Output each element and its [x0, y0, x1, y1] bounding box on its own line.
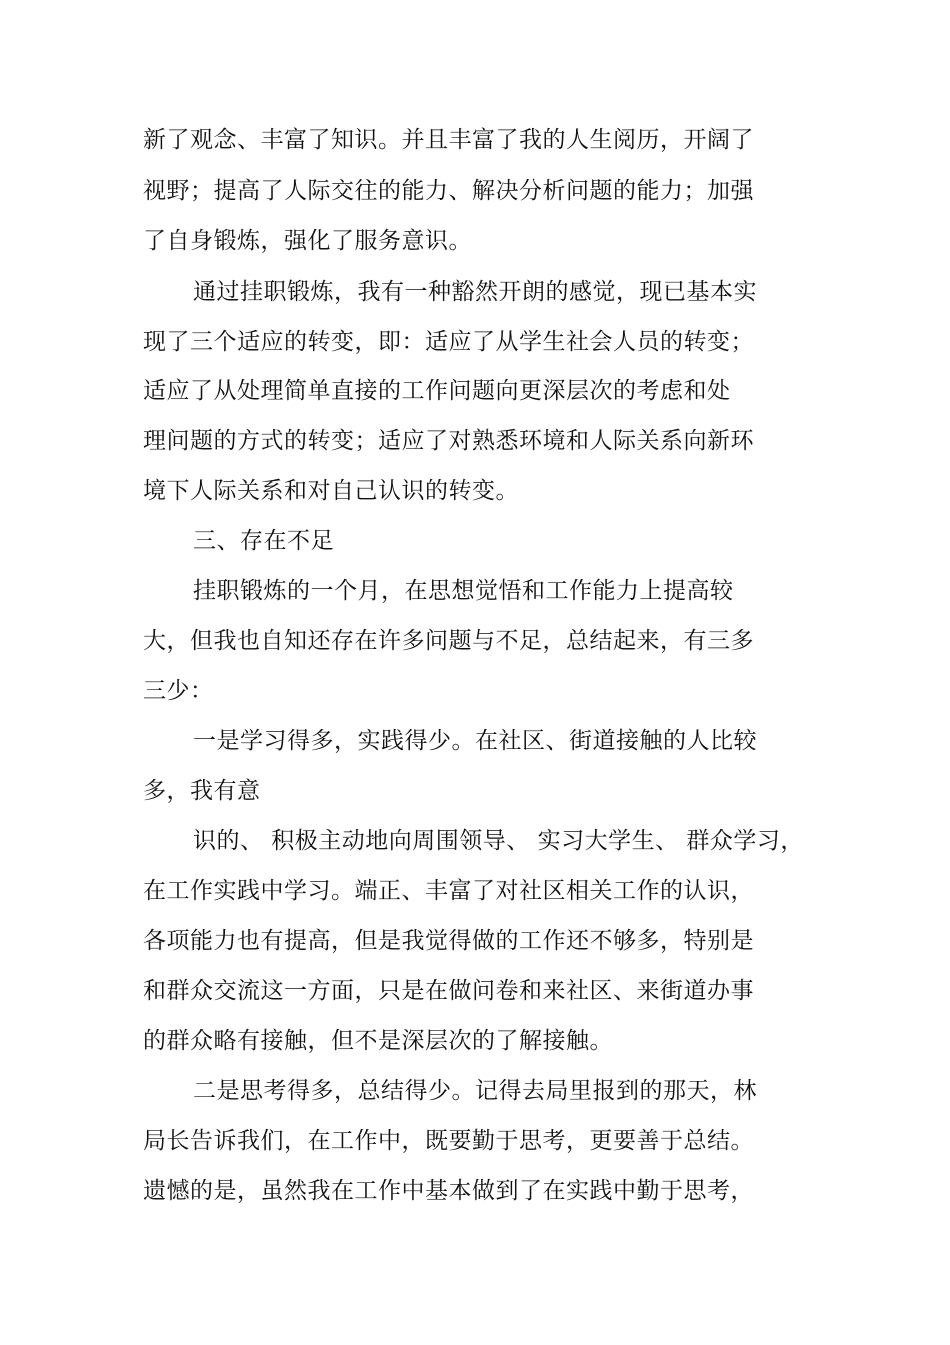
text-line: 视野；提高了人际交往的能力、解决分析问题的能力；加强: [143, 178, 754, 204]
text-line: 通过挂职锻炼，我有一种豁然开朗的感觉，现已基本实: [193, 279, 757, 305]
text-line: 现了三个适应的转变，即：适应了从学生社会人员的转变；: [143, 329, 754, 355]
text-line: 理问题的方式的转变；适应了对熟悉环境和人际关系向新环: [143, 428, 754, 454]
text-line: 多，我有意: [143, 778, 261, 804]
text-line: 挂职锻炼的一个月，在思想觉悟和工作能力上提高较: [193, 578, 734, 604]
text-line: 各项能力也有提高，但是我觉得做的工作还不够多，特别是: [143, 928, 754, 954]
text-line: 局长告诉我们，在工作中，既要勤于思考，更要善于总结。: [143, 1128, 754, 1154]
section-heading: 三、存在不足: [193, 528, 334, 554]
text-line: 遗憾的是，虽然我在工作中基本做到了在实践中勤于思考，: [143, 1178, 754, 1204]
text-line: 在工作实践中学习。端正、丰富了对社区相关工作的认识，: [143, 878, 754, 904]
text-line: 一是学习得多，实践得少。在社区、街道接触的人比较: [193, 728, 757, 754]
text-line: 了自身锻炼，强化了服务意识。: [143, 228, 472, 254]
text-line: 的群众略有接触，但不是深层次的了解接触。: [143, 1028, 613, 1054]
text-line: 大，但我也自知还存在许多问题与不足，总结起来，有三多: [143, 628, 754, 654]
text-line: 二是思考得多，总结得少。记得去局里报到的那天，林: [193, 1078, 757, 1104]
text-line: 和群众交流这一方面，只是在做问卷和来社区、来街道办事: [143, 978, 754, 1004]
text-line: 新了观念、丰富了知识。并且丰富了我的人生阅历，开阔了: [143, 127, 754, 153]
text-line: 识的、 积极主动地向周围领导、 实习大学生、 群众学习，: [193, 828, 804, 854]
text-line: 适应了从处理简单直接的工作问题向更深层次的考虑和处: [143, 378, 731, 404]
text-line: 三少：: [143, 678, 214, 704]
text-line: 境下人际关系和对自己认识的转变。: [143, 478, 519, 504]
